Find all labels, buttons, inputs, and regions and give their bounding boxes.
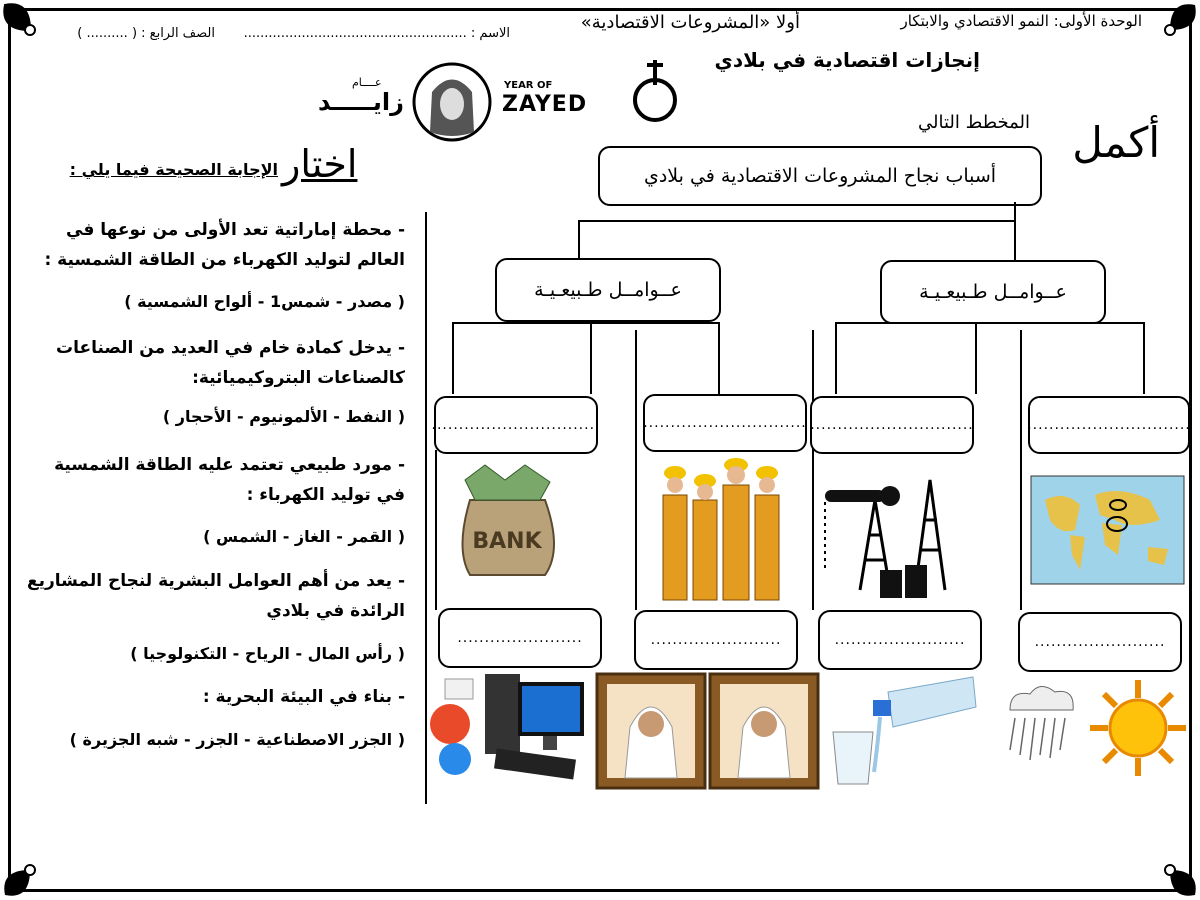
rain-cloud-icon [995,680,1085,770]
question-options[interactable]: ( الجزر الاصطناعية - الجزر - شبه الجزيرة ) [69,730,405,749]
workers-icon [655,455,800,605]
question-text: - محطة إماراتية تعد الأولى من نوعها في العالم لتوليد الكهرباء من الطاقة الشمسية : [44,220,405,270]
answer-blank[interactable]: .............................. [1028,396,1190,454]
corner-ornament-icon [1140,0,1200,60]
choose-heading: اختار [282,142,358,186]
bank-text: BANK [472,529,542,554]
money-bag-icon [445,460,570,585]
question-text: - يعد من أهم العوامل البشرية لنجاح المشاريع الرائدة في بلادي [26,571,405,621]
question-options[interactable]: ( النفط - الألمونيوم - الأحجار ) [162,407,405,426]
computer-technology-icon [425,664,587,790]
unit-title: الوحدة الأولى: النمو الاقتصادي والابتكار [900,12,1142,30]
branch-label: عــوامــل طـبيعـيـة [534,279,682,301]
diagram-root-title: أسباب نجاح المشروعات الاقتصادية في بلادي [643,165,997,187]
section-divider [425,212,427,804]
page-title: إنجازات اقتصادية في بلادي [714,48,980,72]
answer-blank[interactable]: ....................... [438,608,602,668]
zayed-portrait-icon [412,62,492,142]
branch-label: عــوامــل طـبيعـيـة [919,281,1067,303]
year-of-zayed-ar: زايـــــد [318,88,404,116]
branch-box [880,260,1106,324]
answer-blank[interactable]: ........................ [634,610,798,670]
question-text: - بناء في البيئة البحرية : [202,687,405,707]
name-field[interactable]: الاسم : ...................................................... [243,26,510,41]
question-options[interactable]: ( مصدر - شمس1 - ألواح الشمسية ) [124,292,405,311]
world-map-icon [1030,475,1185,585]
complete-instruction: المخطط التالي [918,112,1030,133]
corner-ornament-icon [0,840,60,900]
oil-rig-icon [820,460,950,600]
corner-ornament-icon [0,0,60,60]
sun-icon [1088,678,1188,778]
question-text: - يدخل كمادة خام في العديد من الصناعات كالصناعات البتروكيميائية: [56,338,405,388]
class-field[interactable]: الصف الرابع : ( .......... ) [77,26,215,41]
water-bottle-icon [828,672,978,787]
question-options[interactable]: ( القمر - الغاز - الشمس ) [203,527,405,546]
zayed-label: ZAYED [502,92,588,117]
year-of-label: YEAR OF [504,80,553,91]
year-of-zayed-ar-small: عــــام [352,76,382,89]
branch-box [495,258,721,322]
question-text: - مورد طبيعي تعتمد عليه الطاقة الشمسية في توليد الكهرباء : [54,455,405,505]
question-options[interactable]: ( رأس المال - الرياح - التكنولوجيا ) [130,644,405,663]
answer-blank[interactable]: ........................ [818,610,982,670]
answer-blank[interactable]: .............................. [810,396,974,454]
diagram-root-box [598,146,1042,206]
leaders-portraits-icon [595,672,820,790]
calligraphy-logo-icon [625,55,685,125]
answer-blank[interactable]: .............................. [643,394,807,452]
choose-instruction: الإجابة الصحيحة فيما يلي : [69,160,278,179]
lesson-title: أولا «المشروعات الاقتصادية» [580,12,800,33]
corner-ornament-icon [1140,840,1200,900]
complete-heading: أكمل [1072,118,1160,167]
answer-blank[interactable]: ............................... [434,396,598,454]
answer-blank[interactable]: ........................ [1018,612,1182,672]
